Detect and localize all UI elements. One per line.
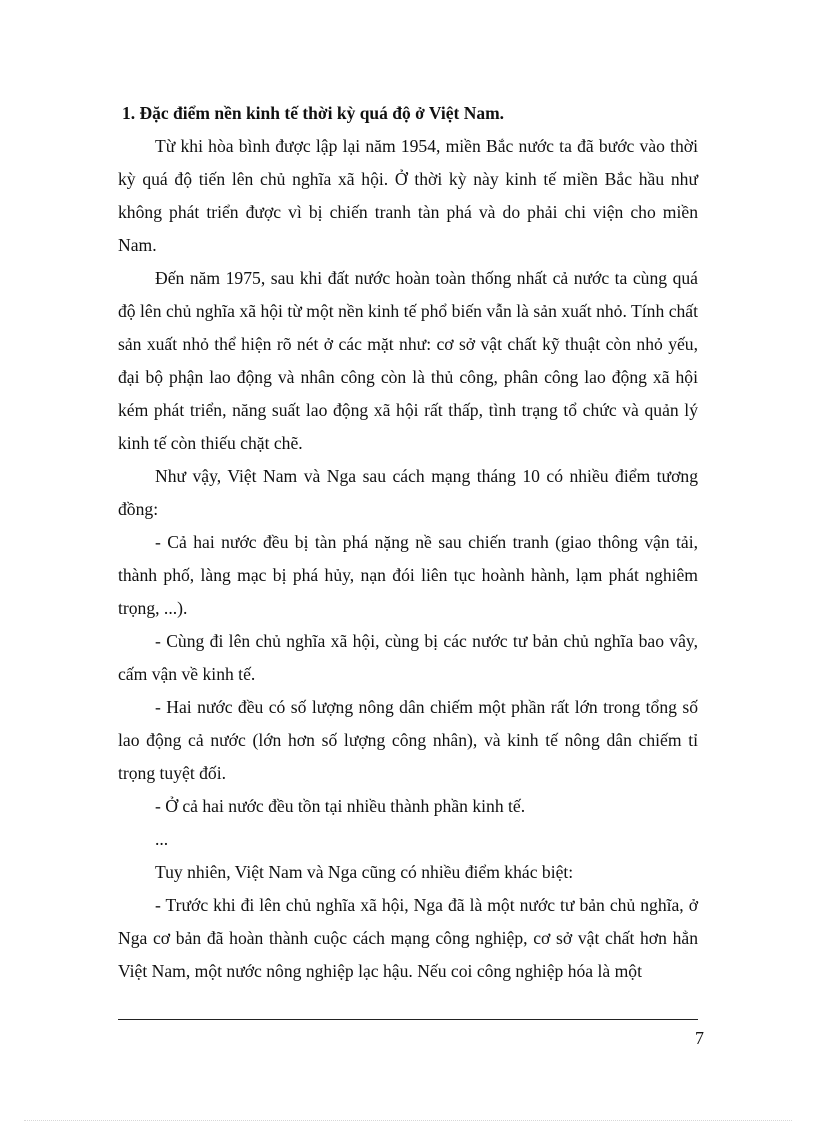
paragraph-similarities-intro: Như vậy, Việt Nam và Nga sau cách mạng tháng 10 có nhiều điểm tương đồng: bbox=[118, 466, 698, 519]
page-number: 7 bbox=[695, 1028, 704, 1048]
list-item-war-damage: - Cả hai nước đều bị tàn phá nặng nề sau chiến tranh (giao thông vận tải, thành phố, làng mạc bị phá hủy, nạn đói liên tục hoành hành, lạm phát nghiêm trọng, ...). bbox=[118, 532, 698, 618]
list-item-economic-sectors: - Ở cả hai nước đều tồn tại nhiều thành phần kinh tế. bbox=[155, 796, 526, 816]
paragraph-reunification-1975: Đến năm 1975, sau khi đất nước hoàn toàn thống nhất cả nước ta cùng quá độ lên chủ nghĩa xã hội từ một nền kinh tế phổ biến vẫn là sản xuất nhỏ. Tính chất sản xuất nhỏ thể hiện rõ nét ở các mặt như: cơ sở vật chất kỹ thuật còn nhỏ yếu, đại bộ phận lao động và nhân công còn là thủ công, phân công lao động xã hội kém phát triển, năng suất lao động xã hội rất thấp, tình trạng tổ chức và quản lý kinh tế còn thiếu chặt chẽ. bbox=[118, 268, 698, 453]
footer-divider bbox=[118, 1019, 698, 1020]
body-text bbox=[118, 130, 698, 988]
ellipsis-line: ... bbox=[155, 829, 169, 849]
paragraph-differences-intro: Tuy nhiên, Việt Nam và Nga cũng có nhiều điểm khác biệt: bbox=[155, 862, 574, 882]
section-heading: 1. Đặc điểm nền kinh tế thời kỳ quá độ ở Việt Nam. bbox=[122, 103, 505, 123]
list-item-peasant-majority: - Hai nước đều có số lượng nông dân chiếm một phần rất lớn trong tổng số lao động cả nước (lớn hơn số lượng công nhân), và kinh tế nông dân chiếm tỉ trọng tuyệt đối. bbox=[118, 697, 698, 783]
list-item-socialism-embargo: - Cùng đi lên chủ nghĩa xã hội, cùng bị các nước tư bản chủ nghĩa bao vây, cấm vận về kinh tế. bbox=[118, 631, 698, 684]
list-item-russia-capitalist: - Trước khi đi lên chủ nghĩa xã hội, Nga đã là một nước tư bản chủ nghĩa, ở Nga cơ bản đã hoàn thành cuộc cách mạng công nghiệp, cơ sở vật chất hơn hẳn Việt Nam, một nước nông nghiệp lạc hậu. Nếu coi công nghiệp hóa là một bbox=[118, 895, 698, 981]
page-edge-dotted-line bbox=[24, 1120, 792, 1121]
paragraph-peace-1954: Từ khi hòa bình được lập lại năm 1954, miền Bắc nước ta đã bước vào thời kỳ quá độ tiến lên chủ nghĩa xã hội. Ở thời kỳ này kinh tế miền Bắc hầu như không phát triển được vì bị chiến tranh tàn phá và do phải chi viện cho miền Nam. bbox=[118, 136, 698, 255]
